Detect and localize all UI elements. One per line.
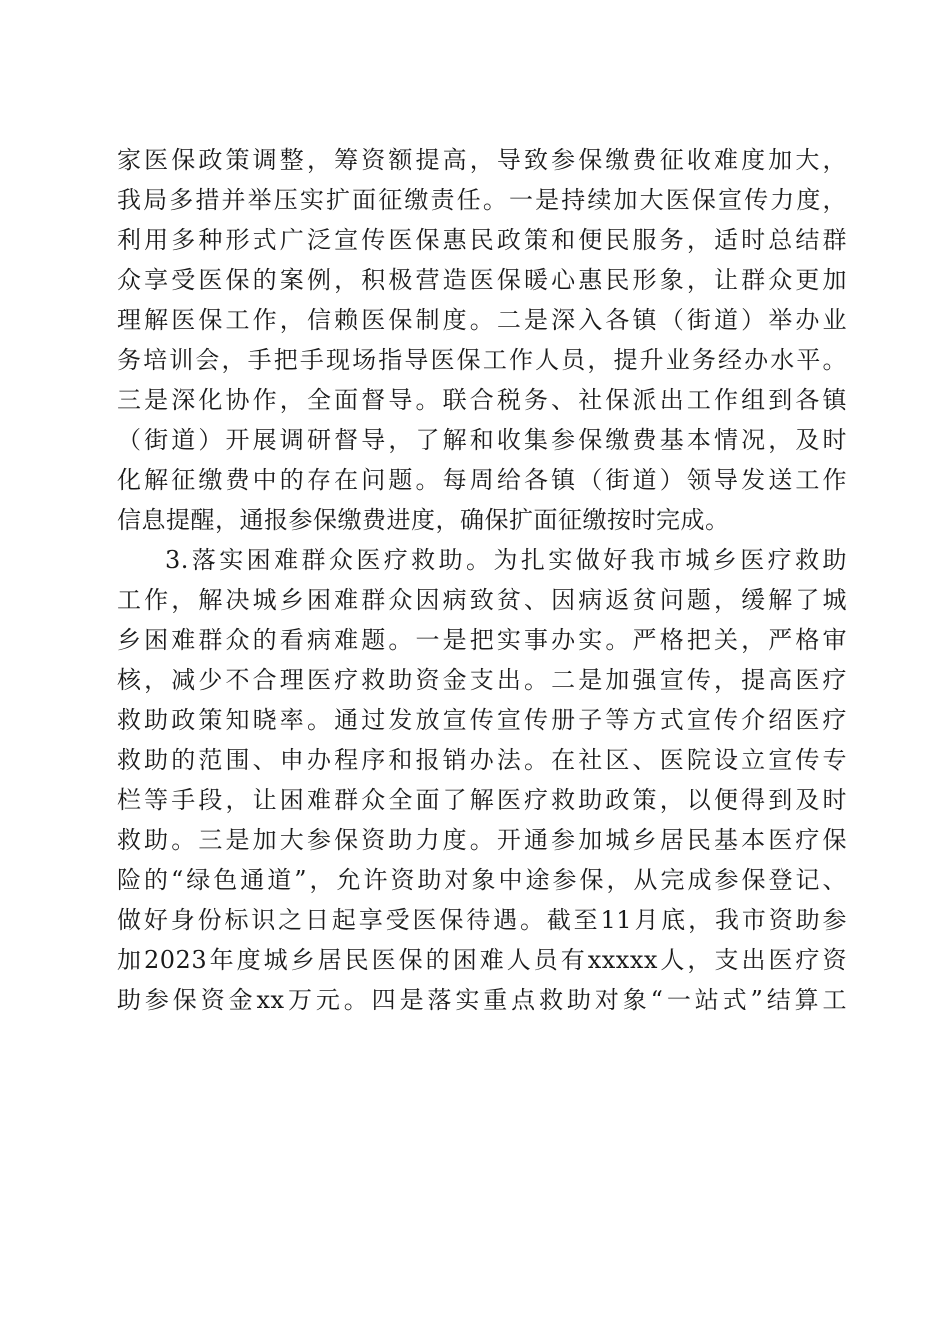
text-line: 栏等手段，让困难群众全面了解医疗救助政策，以便得到及时 <box>117 786 847 814</box>
text-line: 乡困难群众的看病难题。一是把实事办实。严格把关，严格审 <box>117 626 847 654</box>
text-line: 做好身份标识之日起享受医保待遇。截至11月底，我市资助参 <box>117 906 847 934</box>
text-line: 信息提醒，通报参保缴费进度，确保扩面征缴按时完成。 <box>117 506 730 534</box>
text-line: 务培训会，手把手现场指导医保工作人员，提升业务经办水平。 <box>117 346 847 374</box>
text-line: 核，减少不合理医疗救助资金支出。二是加强宣传，提高医疗 <box>117 666 847 694</box>
text-line: 助参保资金xx万元。四是落实重点救助对象“一站式”结算工 <box>117 986 847 1014</box>
text-line: 家医保政策调整，筹资额提高，导致参保缴费征收难度加大， <box>117 146 847 174</box>
text-line: 理解医保工作，信赖医保制度。二是深入各镇（街道）举办业 <box>117 306 847 334</box>
section-heading-line: 3.落实困难群众医疗救助。为扎实做好我市城乡医疗救助 <box>165 546 847 574</box>
paragraph-medical-assistance <box>117 540 847 1020</box>
text-line: 险的“绿色通道”，允许资助对象中途参保，从完成参保登记、 <box>117 866 847 894</box>
text-line: 救助。三是加大参保资助力度。开通参加城乡居民基本医疗保 <box>117 826 847 854</box>
text-line: 众享受医保的案例，积极营造医保暖心惠民形象，让群众更加 <box>117 266 847 294</box>
text-line: 救助政策知晓率。通过发放宣传宣传册子等方式宣传介绍医疗 <box>117 706 847 734</box>
paragraph-insurance-collection <box>117 140 847 540</box>
text-line: 救助的范围、申办程序和报销办法。在社区、医院设立宣传专 <box>117 746 847 774</box>
text-line: 加2023年度城乡居民医保的困难人员有xxxxx人，支出医疗资 <box>117 946 847 974</box>
body-text <box>117 140 847 1020</box>
text-line: 工作，解决城乡困难群众因病致贫、因病返贫问题，缓解了城 <box>117 586 847 614</box>
text-line: 利用多种形式广泛宣传医保惠民政策和便民服务，适时总结群 <box>117 226 847 254</box>
text-line: 化解征缴费中的存在问题。每周给各镇（街道）领导发送工作 <box>117 466 847 494</box>
text-line: （街道）开展调研督导，了解和收集参保缴费基本情况，及时 <box>117 426 847 454</box>
text-line: 三是深化协作，全面督导。联合税务、社保派出工作组到各镇 <box>117 386 847 414</box>
text-line: 我局多措并举压实扩面征缴责任。一是持续加大医保宣传力度， <box>117 186 847 214</box>
